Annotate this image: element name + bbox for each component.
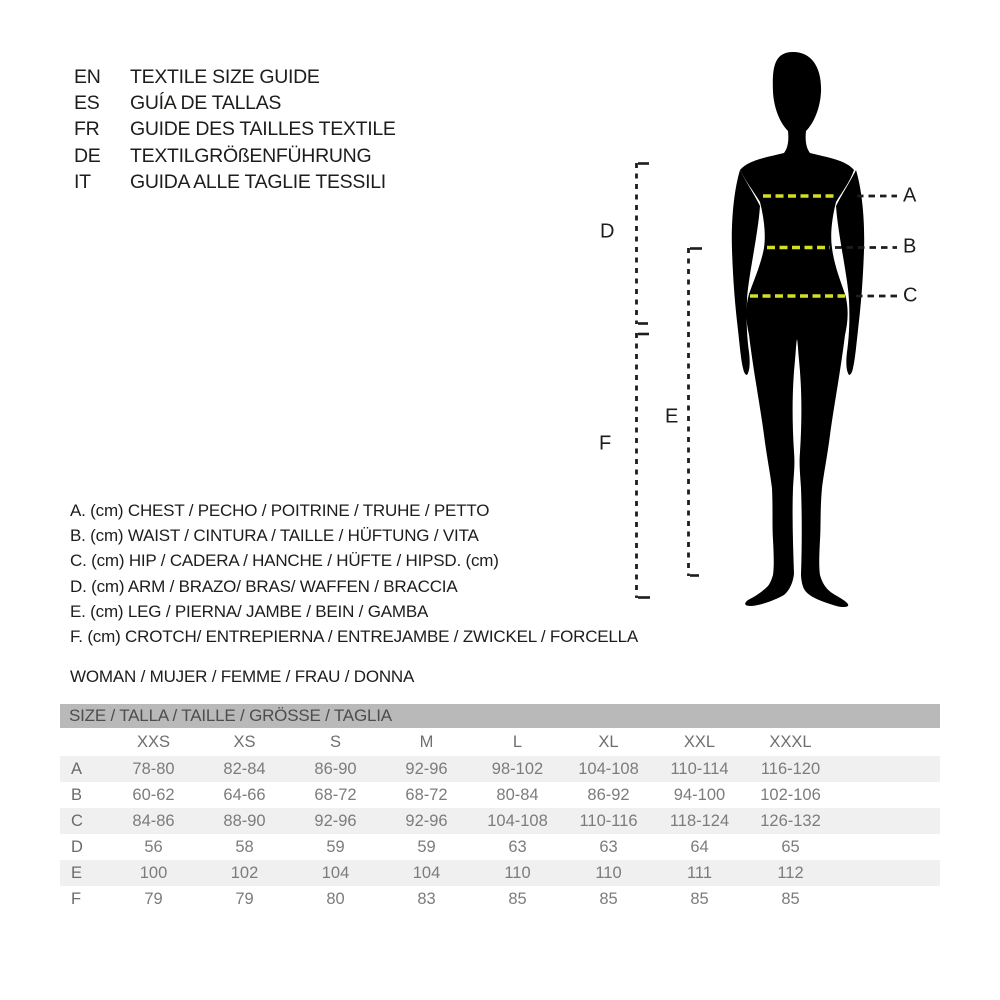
row-label: A	[71, 759, 83, 778]
cell-value: 98-102	[491, 759, 544, 778]
cell-value: 102-106	[760, 785, 821, 804]
cell-value: 94-100	[673, 785, 726, 804]
cell-value: 68-72	[314, 785, 357, 804]
col-header-xxl: XXL	[683, 732, 716, 751]
row-label: D	[71, 837, 83, 856]
row-label: B	[71, 785, 83, 804]
cell-value: 126-132	[760, 811, 821, 830]
leader-dashes	[835, 196, 897, 296]
language-title-block	[74, 64, 396, 195]
col-header-xxxl: XXXL	[769, 732, 812, 751]
cell-value: 83	[417, 889, 436, 908]
col-header-l: L	[512, 732, 523, 751]
cell-value: 92-96	[405, 811, 448, 830]
cell-value: 63	[599, 837, 618, 856]
size-table-title-bar	[60, 704, 940, 728]
lang-code: IT	[74, 170, 91, 193]
guide-title-fr: GUIDE DES TAILLES TEXTILE	[130, 118, 396, 141]
cell-value: 86-90	[314, 759, 357, 778]
cell-value: 110	[595, 863, 622, 882]
row-label: F	[71, 889, 82, 908]
cell-value: 104	[412, 863, 441, 882]
lang-row-it	[74, 169, 396, 195]
cell-value: 65	[781, 837, 800, 856]
table-row-a	[60, 756, 940, 782]
cell-value: 116-120	[760, 759, 821, 778]
legend-arm: D. (cm) ARM / BRAZO/ BRAS/ WAFFEN / BRACCIA	[70, 576, 458, 596]
vertical-dimension-lines	[637, 163, 689, 598]
lang-code: EN	[74, 65, 101, 88]
label-leg-e: E	[665, 405, 679, 428]
gender-heading: WOMAN / MUJER / FEMME / FRAU / DONNA	[70, 667, 415, 686]
cell-value: 68-72	[405, 785, 448, 804]
cell-value: 84-86	[132, 811, 175, 830]
table-row-b	[60, 782, 940, 808]
legend-waist: B. (cm) WAIST / CINTURA / TAILLE / HÜFTUNG / VITA	[70, 526, 479, 546]
lang-row-de	[74, 143, 396, 169]
cell-value: 110-116	[579, 811, 638, 830]
cell-value: 79	[144, 889, 163, 908]
guide-title-de: TEXTILGRÖßENFÜHRUNG	[130, 144, 372, 167]
cell-value: 104	[321, 863, 350, 882]
col-header-m: M	[419, 732, 434, 751]
label-chest-a: A	[903, 184, 917, 207]
legend-hip: C. (cm) HIP / CADERA / HANCHE / HÜFTE / HIPSD. (cm)	[70, 551, 499, 571]
label-hip-c: C	[903, 284, 918, 307]
cell-value: 111	[686, 863, 713, 882]
col-header-xxs: XXS	[136, 732, 171, 751]
guide-title-en: TEXTILE SIZE GUIDE	[130, 65, 320, 88]
cell-value: 85	[599, 889, 618, 908]
size-table-column-headers	[60, 728, 940, 756]
cell-value: 80	[326, 889, 345, 908]
cell-value: 79	[235, 889, 254, 908]
cell-value: 102	[230, 863, 259, 882]
lang-code: ES	[74, 91, 100, 114]
cell-value: 64	[690, 837, 709, 856]
cell-value: 78-80	[132, 759, 175, 778]
guide-title-es: GUÍA DE TALLAS	[130, 91, 282, 114]
cell-value: 88-90	[223, 811, 266, 830]
table-row-e	[60, 860, 940, 886]
guide-title-it: GUIDA ALLE TAGLIE TESSILI	[130, 170, 386, 193]
cell-value: 100	[139, 863, 168, 882]
cell-value: 104-108	[578, 759, 639, 778]
cell-value: 85	[508, 889, 527, 908]
cell-value: 56	[144, 837, 163, 856]
table-row-c	[60, 808, 940, 834]
cell-value: 85	[781, 889, 800, 908]
cell-value: 92-96	[405, 759, 448, 778]
legend-crotch: F. (cm) CROTCH/ ENTREPIERNA / ENTREJAMBE / ZWICKEL / FORCELLA	[70, 626, 639, 646]
col-header-xl: XL	[598, 732, 619, 751]
legend-chest: A. (cm) CHEST / PECHO / POITRINE / TRUHE / PETTO	[70, 501, 490, 520]
cell-value: 85	[690, 889, 709, 908]
cell-value: 104-108	[487, 811, 548, 830]
cell-value: 60-62	[132, 785, 175, 804]
cell-value: 80-84	[496, 785, 539, 804]
lang-row-fr	[74, 117, 396, 143]
lang-row-es	[74, 90, 396, 116]
row-label: E	[71, 863, 83, 882]
cell-value: 64-66	[223, 785, 266, 804]
right-arm-silhouette	[836, 170, 864, 375]
label-arm-d: D	[600, 220, 615, 243]
table-row-f	[60, 886, 940, 912]
left-arm-silhouette	[732, 170, 760, 375]
measurement-legend	[70, 498, 638, 649]
dimension-end-ticks	[638, 164, 702, 598]
cell-value: 110	[504, 863, 531, 882]
cell-value: 82-84	[223, 759, 266, 778]
col-header-s: S	[329, 732, 341, 751]
table-row-d	[60, 834, 940, 860]
cell-value: 59	[417, 837, 436, 856]
col-header-xs: XS	[233, 732, 256, 751]
cell-value: 86-92	[587, 785, 630, 804]
cell-value: 59	[326, 837, 345, 856]
label-waist-b: B	[903, 235, 917, 258]
lang-row-en	[74, 64, 396, 90]
woman-silhouette	[740, 52, 854, 607]
cell-value: 92-96	[314, 811, 357, 830]
size-table	[60, 704, 940, 912]
lang-code: DE	[74, 144, 101, 167]
cell-value: 118-124	[669, 811, 730, 830]
row-label: C	[71, 811, 83, 830]
lang-code: FR	[74, 118, 100, 141]
body-measure-dashes	[750, 196, 845, 296]
cell-value: 110-114	[670, 759, 729, 778]
cell-value: 58	[235, 837, 254, 856]
cell-value: 112	[777, 863, 804, 882]
cell-value: 63	[508, 837, 527, 856]
label-crotch-f: F	[599, 432, 612, 455]
size-table-title: SIZE / TALLA / TAILLE / GRÖSSE / TAGLIA	[69, 706, 392, 725]
legend-leg: E. (cm) LEG / PIERNA/ JAMBE / BEIN / GAMBA	[70, 601, 429, 621]
